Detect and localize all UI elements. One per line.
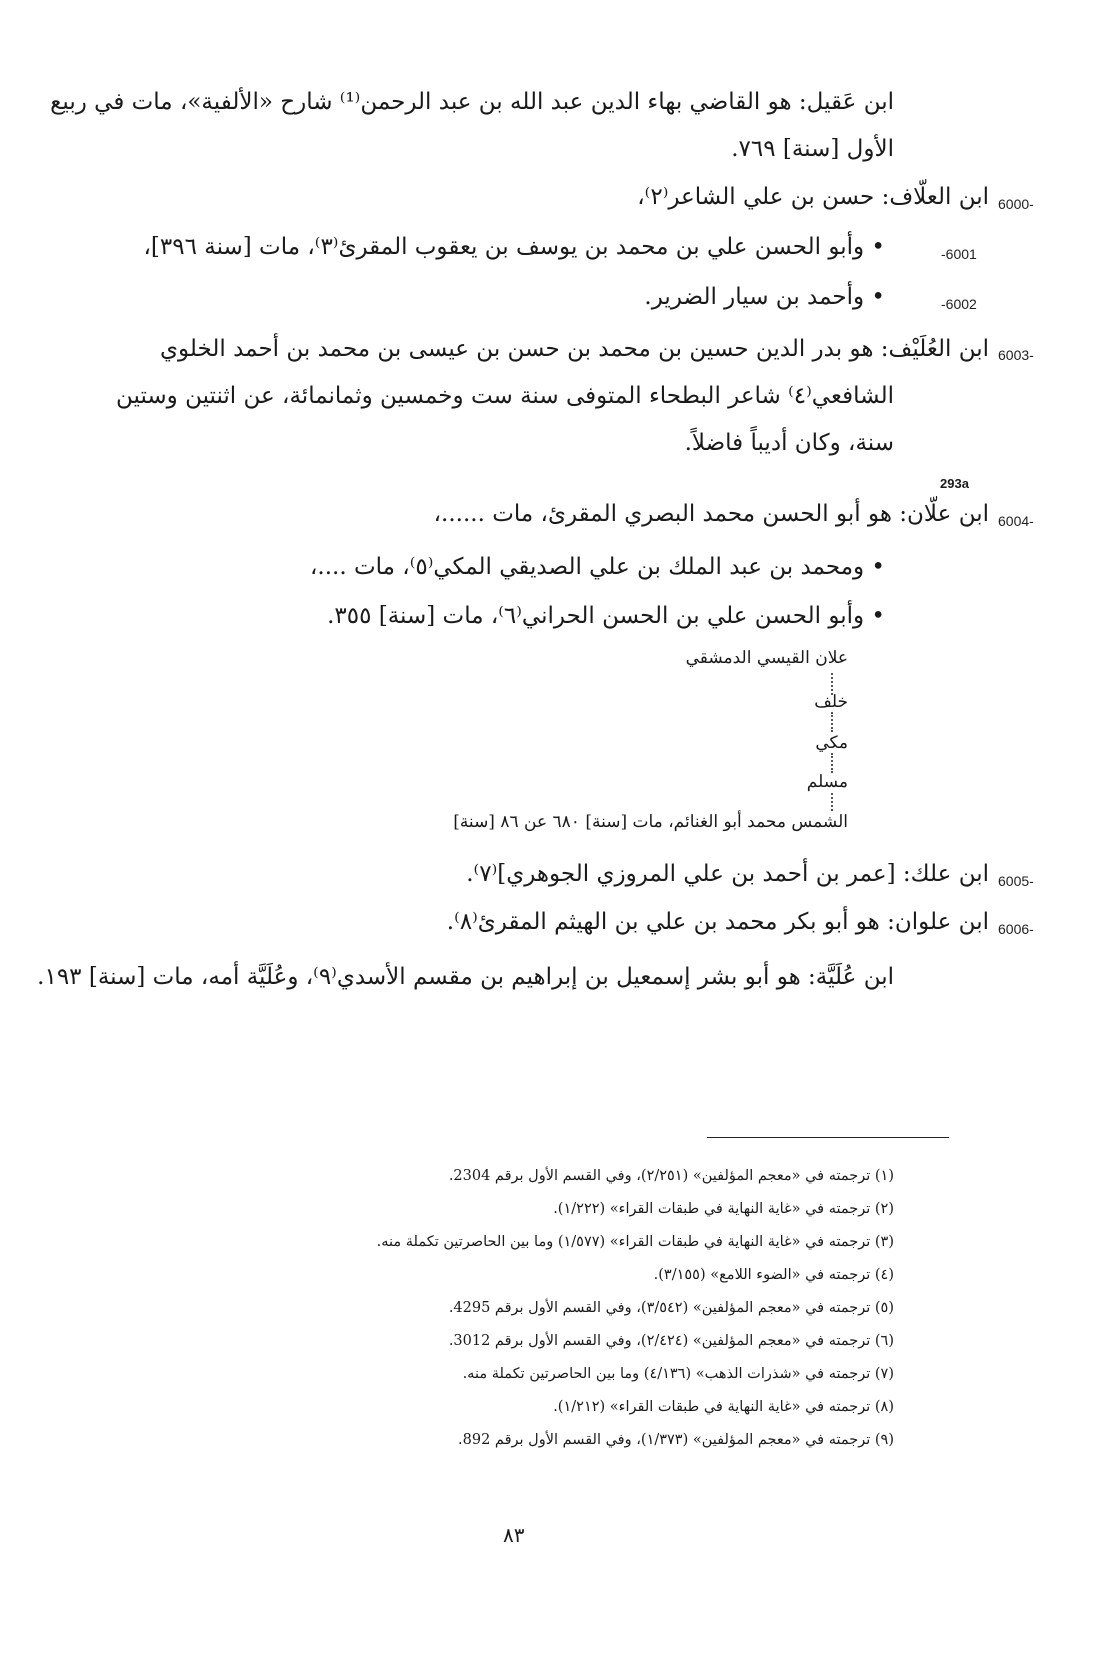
lineage-node-3: مكي [815,733,848,753]
manuscript-folio-marker: 293a [940,476,969,491]
entry-number-6001: -6001 [941,246,977,262]
footnote-2: (٢) ترجمته في «غاية النهاية في طبقات القراء» (١/٢٢٢). [553,1201,894,1217]
entry-6001: • وأبو الحسن علي بن محمد بن يوسف بن يعقوب المقرئ⁽٣⁾، مات [سنة ٣٩٦]، [143,234,885,260]
footnote-1: (١) ترجمته في «معجم المؤلفين» (٢/٢٥١)، وفي القسم الأول برقم 2304. [448,1168,894,1184]
entry-number-6005: 6005- [998,873,1034,889]
footnote-8: (٨) ترجمته في «غاية النهاية في طبقات القراء» (١/٢١٢). [553,1399,894,1415]
entry-ibn-ulayya: ابن عُلَيَّة: هو أبو بشر إسمعيل بن إبراهيم بن مقسم الأسدي⁽٩⁾، وعُلَيَّة أمه، مات [سنة] ١٩٣. [37,964,894,990]
entry-number-6002: -6002 [941,296,977,312]
lineage-connector [831,793,833,811]
lineage-connector [831,753,833,773]
entry-number-6006: 6006- [998,921,1034,937]
entry-6003-line-3: سنة، وكان أديباً فاضلاً. [684,430,894,456]
entry-6006: ابن علوان: هو أبو بكر محمد بن علي بن الهيثم المقرئ⁽٨⁾. [446,909,989,935]
entry-number-6004: 6004- [998,513,1034,529]
entry-ibn-aqil-line-2: الأول [سنة] ٧٦٩. [731,136,894,162]
entry-6003-line-2: الشافعي⁽٤⁾ شاعر البطحاء المتوفى سنة ست وخمسين وثمانمائة، عن اثنتين وستين [116,383,894,409]
page-number: ٨٣ [503,1523,525,1547]
lineage-node-1: علان القيسي الدمشقي [685,648,848,668]
footnote-separator [707,1137,949,1138]
entry-number-6003: 6003- [998,347,1034,363]
footnote-6: (٦) ترجمته في «معجم المؤلفين» (٢/٤٢٤)، وفي القسم الأول برقم 3012. [448,1333,894,1349]
lineage-node-2: خلف [814,692,848,712]
footnote-9: (٩) ترجمته في «معجم المؤلفين» (١/٣٧٣)، وفي القسم الأول برقم 892. [458,1432,894,1448]
entry-number-6000: 6000- [998,196,1034,212]
entry-6003-line-1: ابن العُلَيْف: هو بدر الدين حسين بن محمد بن حسن بن عيسى بن محمد بن أحمد الخلوي [160,336,989,362]
lineage-connector [831,712,833,732]
lineage-node-5: الشمس محمد أبو الغنائم، مات [سنة] ٦٨٠ عن ٨٦ [سنة] [453,812,848,832]
entry-6000: ابن العلّاف: حسن بن علي الشاعر⁽٢⁾، [637,184,989,210]
entry-6004-bullet-1: • ومحمد بن عبد الملك بن علي الصديقي المكي⁽٥⁾، مات ....، [310,554,885,580]
footnote-7: (٧) ترجمته في «شذرات الذهب» (٤/١٣٦) وما بين الحاصرتين تكملة منه. [462,1366,894,1382]
lineage-node-4: مسلم [806,772,848,792]
footnote-4: (٤) ترجمته في «الضوء اللامع» (٣/١٥٥). [653,1267,894,1283]
entry-6002: • وأحمد بن سيار الضرير. [644,284,885,310]
entry-6004: ابن علّان: هو أبو الحسن محمد البصري المقرئ، مات ......، [433,501,989,527]
entry-ibn-aqil-line-1: ابن عَقيل: هو القاضي بهاء الدين عبد الله بن عبد الرحمن⁽¹⁾ شارح «الألفية»، مات في ربيع [50,89,894,115]
footnote-3: (٣) ترجمته في «غاية النهاية في طبقات القراء» (١/٥٧٧) وما بين الحاصرتين تكملة منه. [376,1234,894,1250]
footnote-5: (٥) ترجمته في «معجم المؤلفين» (٣/٥٤٢)، وفي القسم الأول برقم 4295. [448,1300,894,1316]
entry-6004-bullet-2: • وأبو الحسن علي بن الحسن الحراني⁽٦⁾، مات [سنة] ٣٥٥. [327,603,885,629]
entry-6005: ابن علك: [عمر بن أحمد بن علي المروزي الجوهري]⁽٧⁾. [466,861,989,887]
